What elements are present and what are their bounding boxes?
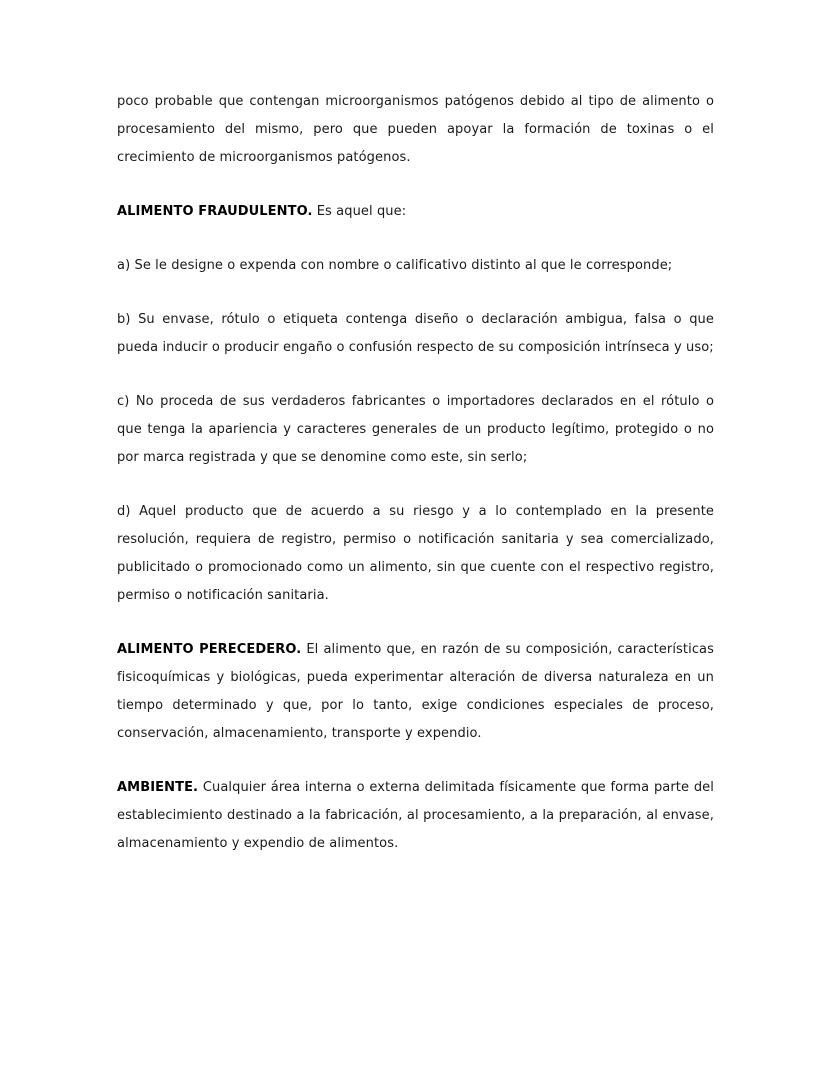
paragraph-intro-continuation xyxy=(117,88,714,172)
paragraph-text: Cualquier área interna o externa delimitada físicamente que forma parte del establecimiento destinado a la fabricación, al procesamiento, a la preparación, al envase, almacenamiento y expendio de alimentos. xyxy=(117,780,714,851)
paragraph-ambiente xyxy=(117,774,714,858)
paragraph-text: El alimento que, en razón de su composición, características fisicoquímicas y biológicas, pueda experimentar alteración de diversa naturaleza en un tiempo determinado y que, por lo tanto, exige condiciones especiales de proceso, conservación, almacenamiento, transporte y expendio. xyxy=(117,642,714,741)
paragraph-alimento-perecedero xyxy=(117,636,714,748)
paragraph-alimento-fraudulento xyxy=(117,198,714,226)
paragraph-text: b) Su envase, rótulo o etiqueta contenga diseño o declaración ambigua, falsa o que pueda inducir o producir engaño o confusión respecto de su composición intrínseca y uso; xyxy=(117,312,714,355)
paragraph-text: poco probable que contengan microorganismos patógenos debido al tipo de alimento o procesamiento del mismo, pero que pueden apoyar la formación de toxinas o el crecimiento de microorganismos patógenos. xyxy=(117,94,714,165)
paragraph-text: d) Aquel producto que de acuerdo a su riesgo y a lo contemplado en la presente resolución, requiera de registro, permiso o notificación sanitaria y sea comercializado, publicitado o promocionado como un alimento, sin que cuente con el respectivo registro, permiso o notificación sanitaria. xyxy=(117,504,714,603)
paragraph-item-a xyxy=(117,252,714,280)
paragraph-text: a) Se le designe o expenda con nombre o calificativo distinto al que le corresponde; xyxy=(117,258,673,273)
paragraph-item-c xyxy=(117,388,714,472)
term-label: ALIMENTO FRAUDULENTO. xyxy=(117,204,313,219)
paragraph-item-d xyxy=(117,498,714,610)
paragraph-text: c) No proceda de sus verdaderos fabricantes o importadores declarados en el rótulo o que tenga la apariencia y caracteres generales de un producto legítimo, protegido o no por marca registrada y que se denomine como este, sin serlo; xyxy=(117,394,714,465)
term-label: AMBIENTE. xyxy=(117,780,199,795)
term-label: ALIMENTO PERECEDERO. xyxy=(117,642,302,657)
paragraph-item-b xyxy=(117,306,714,362)
paragraph-text: Es aquel que: xyxy=(312,204,407,219)
